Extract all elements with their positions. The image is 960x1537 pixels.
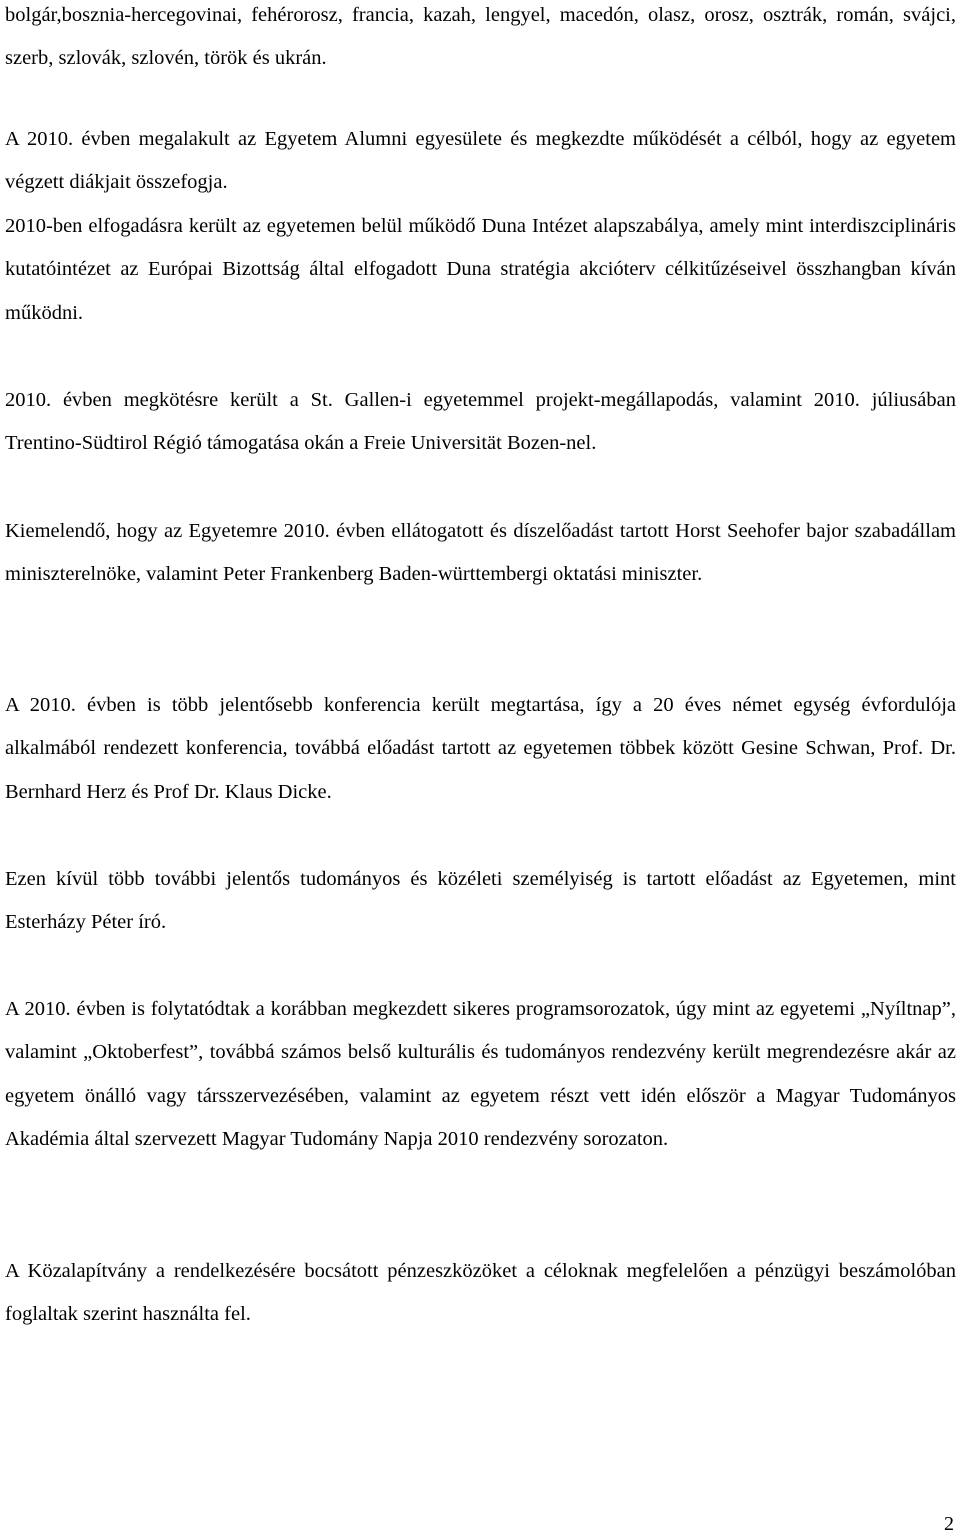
paragraph-conferences: A 2010. évben is több jelentősebb konferencia került megtartása, így a 20 éves német egység évfordulója alkalmából rendezett konferencia, továbbá előadást tartott az egyetemen többek között Gesine Schwan, Prof. Dr. Bernhard Herz és Prof Dr. Klaus Dicke.: [5, 694, 956, 803]
paragraph-programs: A 2010. évben is folytatódtak a korábban megkezdett sikeres programsorozatok, úgy mint az egyetemi „Nyíltnap”, valamint „Oktoberfest”, továbbá számos belső kulturális és tudományos rendezvény került megrendezésre akár az egyetem önálló vagy társszervezésében, valamint az egyetem részt vett idén először a Magyar Tudományos Akadémia által szervezett Magyar Tudomány Napja 2010 rendezvény sorozaton.: [5, 998, 956, 1150]
paragraph-duna-institute: 2010-ben elfogadásra került az egyetemen belül működő Duna Intézet alapszabálya, amely mint interdiszciplináris kutatóintézet az Európai Bizottság által elfogadott Duna stratégia akcióterv célkitűzéseivel összhangban kíván működni.: [5, 215, 956, 324]
paragraph-visitors: Kiemelendő, hogy az Egyetemre 2010. évben ellátogatott és díszelőadást tartott Horst Seehofer bajor szabadállam miniszterelnöke, valamint Peter Frankenberg Baden-württembergi oktatási miniszter.: [5, 520, 956, 586]
paragraph-st-gallen: 2010. évben megkötésre került a St. Gallen-i egyetemmel projekt-megállapodás, valamint 2010. júliusában Trentino-Südtirol Régió támogatása okán a Freie Universität Bozen-nel.: [5, 389, 956, 455]
paragraph-foundation: A Közalapítvány a rendelkezésére bocsátott pénzeszközöket a céloknak megfelelően a pénzügyi beszámolóban foglaltak szerint használta fel.: [5, 1260, 956, 1326]
paragraph-alumni: A 2010. évben megalakult az Egyetem Alumni egyesülete és megkezdte működését a célból, hogy az egyetem végzett diákjait összefogja.: [5, 128, 956, 194]
paragraph-lectures: Ezen kívül több további jelentős tudományos és közéleti személyiség is tartott előadást az Egyetemen, mint Esterházy Péter író.: [5, 868, 956, 934]
page-number: 2: [944, 1513, 954, 1535]
paragraph-languages: bolgár,bosznia-hercegovinai, fehérorosz, francia, kazah, lengyel, macedón, olasz, orosz, osztrák, román, svájci, szerb, szlovák, szlovén, török és ukrán.: [5, 4, 956, 70]
